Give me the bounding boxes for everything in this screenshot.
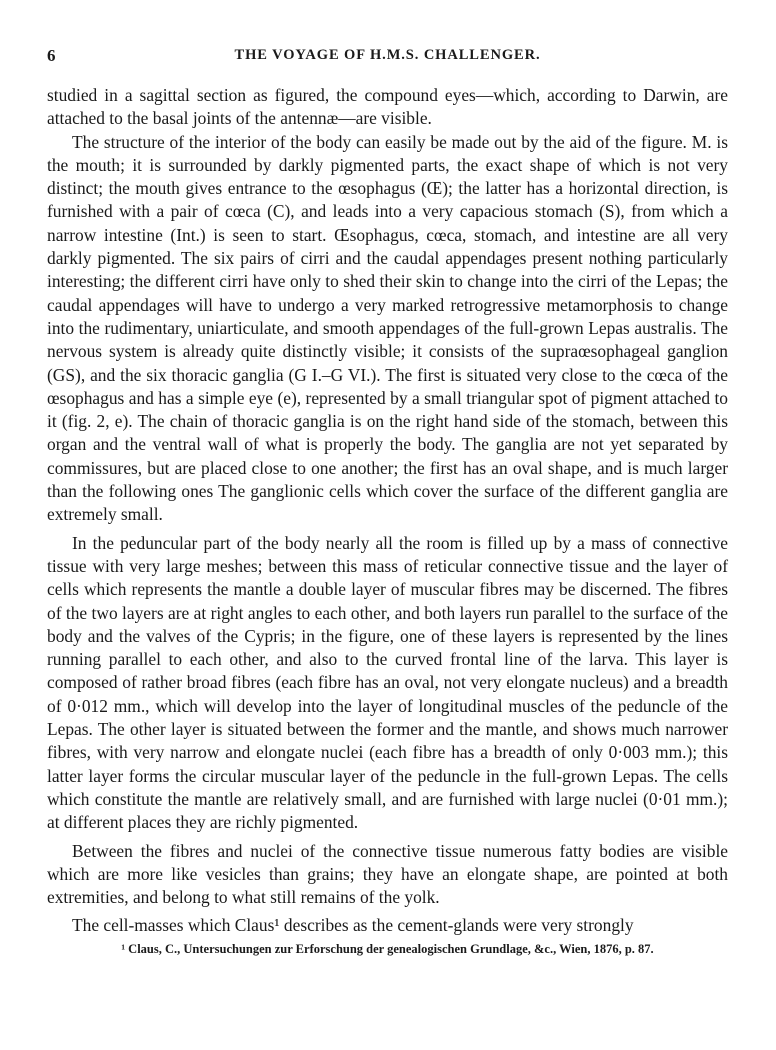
page: [47, 46, 728, 957]
paragraph: The cell-masses which Claus¹ describes as the cement-glands were very strongly: [72, 915, 634, 936]
footnote: ¹ Claus, C., Untersuchungen zur Erforschung der genealogischen Grundlage, &c., Wien, 1876, p. 87.: [121, 941, 654, 956]
paragraph: In the peduncular part of the body nearly all the room is filled up by a mass of connective tissue with very large meshes; between this mass of reticular connective tissue and the layer of cells which represents the mantle a double layer of muscular fibres may be discerned. The fibres of the two layers are at right angles to each other, and both layers run parallel to the surface of the body and the valves of the Cypris; in the figure, one of these layers is represented by the lines running parallel to each other, and also to the curved frontal line of the larva. This layer is composed of rather broad fibres (each fibre has an oval, not very elongate nucleus) and a breadth of 0·012 mm., which will develop into the layer of longitudinal muscles of the peduncle of the Lepas. The other layer is situated between the former and the mantle, and shows much narrower fibres, with very narrow and elongate nuclei (each fibre has a breadth of only 0·003 mm.); this latter layer forms the circular muscular layer of the peduncle in the full-grown Lepas. The cells which constitute the mantle are relatively small, and are furnished with large nuclei (0·01 mm.); at different places they are richly pigmented.: [47, 532, 728, 833]
page-number: 6: [47, 46, 56, 65]
running-title: THE VOYAGE OF H.M.S. CHALLENGER.: [234, 47, 541, 63]
body-text: [47, 84, 728, 938]
paragraph: The structure of the interior of the body can easily be made out by the aid of the figure. M. is the mouth; it is surrounded by darkly pigmented parts, the exact shape of which is not very distinct; the mouth gives entrance to the œsophagus (Œ); the latter has a horizontal direction, is furnished with a pair of cœca (C), and leads into a very capacious stomach (S), from which a narrow intestine (Int.) is seen to start. Œsophagus, cœca, stomach, and intestine are all very darkly pigmented. The six pairs of cirri and the caudal appendages present nothing particularly interesting; the different cirri have only to shed their skin to change into the cirri of the Lepas; the caudal appendages will have to undergo a very marked retrogressive metamorphosis to change into the rudimentary, uniarticulate, and smooth appendages of the full-grown Lepas australis. The nervous system is already quite distinctly visible; it consists of the supraœsophageal ganglion (GS), and the six thoracic ganglia (G I.–G VI.). The first is situated very close to the cœca of the œsophagus and has a simple eye (e), represented by a small triangular spot of pigment attached to it (fig. 2, e). The chain of thoracic ganglia is on the right hand side of the stomach, between this organ and the ventral wall of what is properly the body. The ganglia are not yet separated by commissures, but are placed close to one another; the first has an oval shape, and is much larger than the following ones The ganglionic cells which cover the surface of the different ganglia are extremely small.: [47, 131, 728, 525]
paragraph: Between the fibres and nuclei of the connective tissue numerous fatty bodies are visible which are more like vesicles than grains; they have an elongate shape, are pointed at both extremities, and belong to what still remains of the yolk.: [47, 840, 728, 908]
running-head: [47, 46, 728, 68]
paragraph: studied in a sagittal section as figured, the compound eyes—which, according to Darwin, are attached to the basal joints of the antennæ—are visible.: [47, 85, 728, 129]
